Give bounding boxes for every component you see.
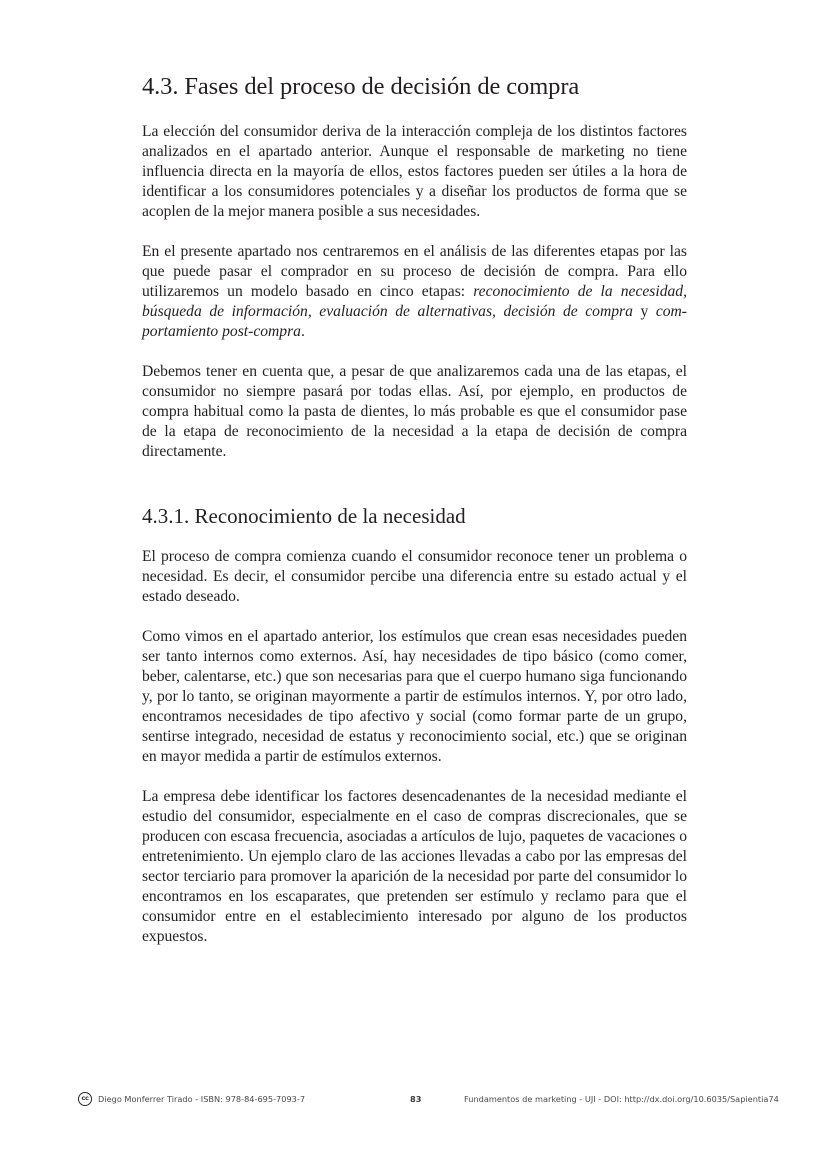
paragraph: La elección del consumidor deriva de la interacción compleja de los distintos factores analizados en el apartado anterior. Aunque el responsable de marketing no tiene influencia directa en la mayoría de ellos, estos factores pueden ser útiles a la hora de identificar a los consumidores potenciales y a diseñar los productos de forma que se acoplen de la mejor manera posible a sus necesidades. [142, 123, 687, 220]
italic-stages: reconocimiento de la necesidad, búsqueda de información, evaluación de alternativas, decisión de compra [142, 283, 687, 320]
paragraph: El proceso de compra comienza cuando el consumidor reconoce tener un problema o necesidad. Es decir, el consumidor percibe una diferencia entre su estado actual y el estado deseado. [142, 548, 687, 605]
paragraph [142, 242, 687, 342]
page-number: 83 [410, 1094, 422, 1104]
paragraph-text: En el presente apartado nos centraremos en el análisis de las diferentes etapas por las que puede pasar el comprador en su proceso de decisión de compra. Para ello utilizaremos un modelo basado en cinco etapas: [142, 243, 687, 300]
section-title: 4.3. Fases del proceso de decisión de compra [142, 73, 580, 100]
paragraph-text: y [632, 303, 656, 320]
footer-book-reference: Fundamentos de marketing - UJI - DOI: http://dx.doi.org/10.6035/Sapientia74 [464, 1094, 779, 1104]
footer-author-isbn: Diego Monferrer Tirado - ISBN: 978-84-695-7093-7 [98, 1094, 306, 1104]
paragraph: Debemos tener en cuenta que, a pesar de que analizaremos cada una de las etapas, el consumidor no siempre pasará por todas ellas. Así, por ejemplo, en productos de compra habitual como la pasta de dientes, lo más probable es que el consumidor pase de la etapa de reconocimiento de la necesidad a la etapa de decisión de compra directamente. [142, 363, 687, 460]
paragraph: Como vimos en el apartado anterior, los estímulos que crean esas necesidades pueden ser tanto internos como externos. Así, hay necesidades de tipo básico (como comer, beber, calentarse, etc.) que son necesarias para que el cuerpo humano siga funcionando y, por lo tanto, se originan mayormente a partir de estímulos internos. Y, por otro lado, encontramos necesidades de tipo afectivo y social (como formar parte de un grupo, sentirse integrado, necesidad de estatus y reconocimiento social, etc.) que se originan en mayor medida a partir de estímulos externos. [142, 628, 687, 765]
italic-stage-last: comportamiento post-compra [142, 303, 687, 340]
creative-commons-icon: cc [78, 1092, 92, 1106]
page-content [142, 72, 687, 947]
paragraph: La empresa debe identificar los factores desencadenantes de la necesidad mediante el estudio del consumidor, especialmente en el caso de compras discrecionales, que se producen con escasa frecuencia, asociadas a artículos de lujo, paquetes de vacaciones o entretenimiento. Un ejemplo claro de las acciones llevadas a cabo por las empresas del sector terciario para promover la aparición de la necesidad por parte del consumidor lo encontramos en los escaparates, que pretenden ser estímulo y reclamo para que el consumidor entre en el establecimiento interesado por alguno de los productos expuestos. [142, 788, 687, 945]
page-footer [78, 1092, 779, 1110]
subsection-title: 4.3.1. Reconocimiento de la necesidad [142, 504, 466, 528]
paragraph-text: . [300, 323, 305, 340]
